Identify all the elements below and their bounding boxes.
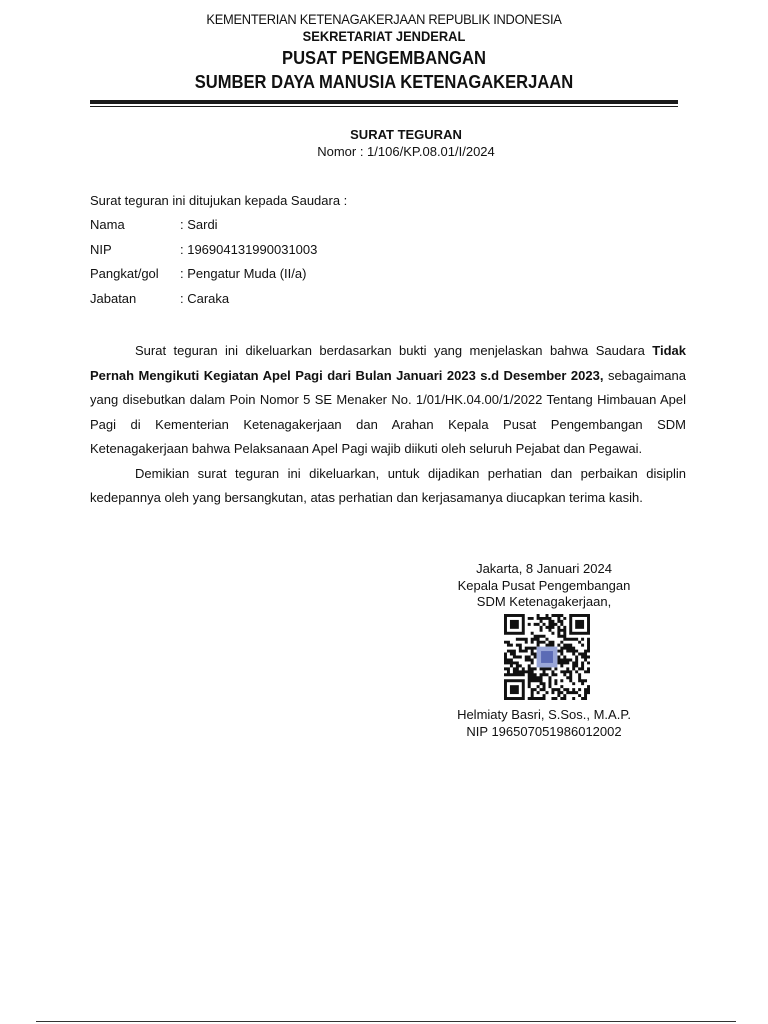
secretariat-name: SEKRETARIAT JENDERAL	[302, 28, 466, 44]
field-label: NIP	[90, 241, 112, 257]
signer-name: Helmiaty Basri, S.Sos., M.A.P.	[457, 707, 631, 722]
para1-text: Surat teguran ini dikeluarkan berdasarkan bukti yang menjelaskan bahwa Saudara	[135, 343, 653, 358]
signer-block	[424, 707, 664, 740]
field-value: : Caraka	[180, 290, 230, 306]
signer-nip: NIP 196507051986012002	[466, 723, 622, 739]
field-label: Nama	[90, 217, 125, 232]
field-row-pangkat	[90, 265, 317, 290]
recipient-intro: Surat teguran ini ditujukan kepada Saudara :	[90, 193, 348, 208]
body-paragraph-2: Demikian surat teguran ini dikeluarkan, untuk dijadikan perhatian dan perbaikan disiplin kedepannya oleh yang bersangkutan, atas perhatian dan kerjasamanya diucapkan terima kasih.	[90, 465, 686, 505]
field-row-jabatan	[90, 290, 317, 315]
signer-position-line1: Kepala Pusat Pengembangan	[457, 577, 631, 593]
ministry-name: KEMENTERIAN KETENAGAKERJAAN REPUBLIK INDONESIA	[206, 11, 562, 27]
field-row-nama	[90, 216, 317, 241]
letterhead-rule-thick	[90, 100, 678, 104]
center-name-line2: SUMBER DAYA MANUSIA KETENAGAKERJAAN	[194, 72, 574, 92]
letter-title: SURAT TEGURAN	[350, 127, 462, 142]
field-value: : Pengatur Muda (II/a)	[180, 266, 307, 281]
field-row-nip	[90, 241, 317, 266]
signature-block	[424, 561, 664, 611]
field-label: Jabatan	[90, 290, 137, 306]
place-date: Jakarta, 8 Januari 2024	[476, 561, 612, 576]
letterhead-rule-thin	[90, 106, 678, 107]
letter-number: Nomor : 1/106/KP.08.01/I/2024	[317, 144, 495, 159]
letterhead	[0, 10, 768, 94]
body-paragraph-1	[90, 339, 686, 462]
letter-title-block	[0, 126, 768, 161]
field-value: : Sardi	[180, 217, 218, 232]
field-label: Pangkat/gol	[90, 266, 159, 281]
signer-position-line2: SDM Ketenagakerjaan,	[476, 594, 612, 609]
qr-code-signature-icon	[504, 614, 590, 700]
para1-continued-text: sebagaimana yang disebutkan dalam Poin Nomor 5 SE Menaker No. 1/01/HK.04.00/1/2022 Tentang Himbauan Apel Pagi di Kementerian Ketenagakerjaan dan Arahan Kepala Pusat Pengembangan SDM Ketenagakerjaan bahwa Pelaksanaan Apel Pagi wajib diikuti oleh seluruh Pejabat dan Pegawai.	[90, 367, 686, 456]
letter-body	[90, 339, 686, 511]
center-name-line1: PUSAT PENGEMBANGAN	[282, 48, 486, 68]
field-value: : 196904131990031003	[180, 241, 318, 257]
recipient-fields	[90, 216, 317, 314]
page-bottom-rule	[36, 1021, 736, 1022]
para1-bold-text: Tidak Pernah Mengikuti Kegiatan Apel Pagi dari Bulan Januari 2023 s.d Desember 2023,	[90, 343, 686, 383]
